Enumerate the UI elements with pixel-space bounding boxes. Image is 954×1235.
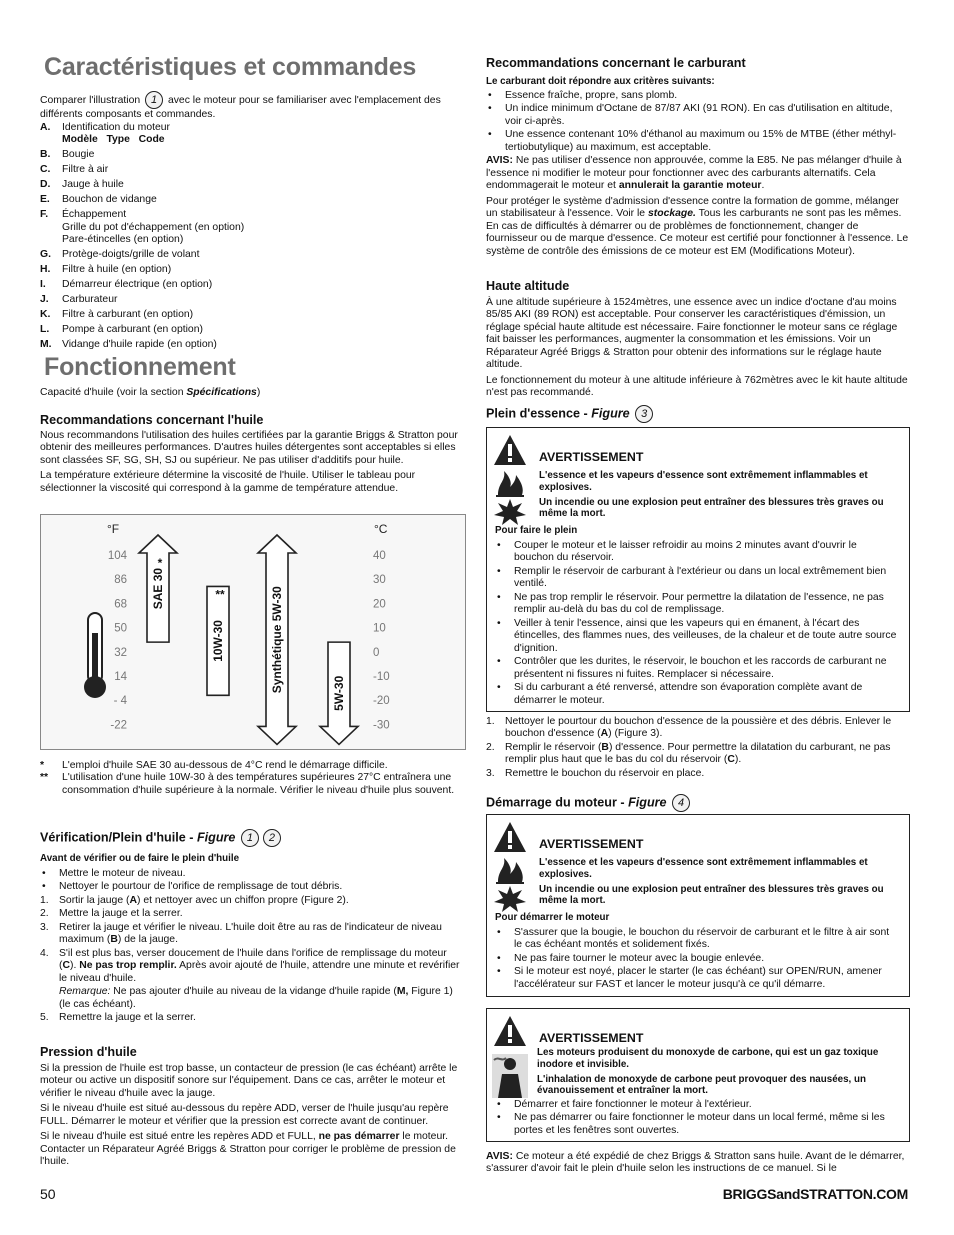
part-letter: D. (40, 179, 51, 191)
fill-bullet: • Couper le moteur et le laisser refroidir au moins 2 minutes avant d'ouvrir le bouchon du réservoir. (495, 540, 899, 565)
part-letter: A. (40, 122, 51, 133)
oil-check-steps (40, 895, 466, 1025)
part-item (40, 294, 466, 306)
figure-1-badge: 1 (145, 91, 163, 109)
start-warning-box (486, 814, 910, 997)
oil-chart-svg (41, 515, 465, 749)
page-number: 50 (40, 1186, 56, 1202)
warning-text: L'essence et les vapeurs d'essence sont extrêmement inflammables et explosives. Un incendie ou une explosion peut entraîner des blessures très graves ou même la mort. (539, 470, 884, 520)
part-sub: Modèle Type Code (62, 134, 165, 146)
part-name: Filtre à huile (en option) (62, 264, 172, 276)
warning-text: L'essence et les vapeurs d'essence sont extrêmement inflammables et explosives. Un incendie ou une explosion peut entraîner des blessures très graves ou même la mort. (539, 857, 884, 907)
start-bullet: • Ne pas faire tourner le moteur avec la bougie enlevée. (495, 953, 899, 965)
oil-check-step (40, 986, 466, 1011)
c-axis-label: °C (374, 522, 388, 536)
oil-check-bullet: • Mettre le moteur de niveau. (40, 868, 466, 880)
part-name: Jauge à huile (62, 179, 124, 191)
part-label (62, 194, 157, 206)
step-text: Remplir le réservoir (B) d'essence. Pour permettre la dilatation du carburant, ne pas remplir plus haut que le bas du col du réservoir (C). (505, 741, 891, 766)
part-name: Bougie (62, 149, 95, 161)
co-warning-box (486, 1008, 910, 1142)
fill-bullet: • Remplir le réservoir de carburant à l'extérieur ou dans un local extrêmement bien ventilé. (495, 566, 899, 591)
step-text: Remettre la jauge et la serrer. (59, 1012, 196, 1024)
altitude-heading: Haute altitude (486, 279, 570, 293)
oil-bar-label: 5W-30 (332, 675, 346, 711)
oil-check-step (40, 895, 466, 907)
oil-check-step (40, 922, 466, 947)
part-name: Carburateur (62, 294, 118, 306)
co-instructions (495, 1099, 899, 1138)
part-name: Identification du moteur (62, 122, 171, 133)
fire-icon (496, 858, 524, 884)
fill-steps (486, 716, 912, 781)
step-text: Remarque: Ne pas ajouter d'huile au niveau de la vidange d'huile rapide (M, Figure 1) (le cas échéant). (59, 986, 453, 1010)
step-text: Nettoyer le pourtour du bouchon d'essence de la poussière et des débris. Enlever le bouchon d'essence (A) (Figure 3). (505, 716, 892, 740)
part-label (62, 279, 212, 291)
fuel-bullet: • Une essence contenant 10% d'éthanol au maximum ou 15% de MTBE (éther méthyl-tertiobutylique) au maximum, est acceptable. (486, 129, 912, 154)
warning-label: AVERTISSEMENT (539, 450, 644, 464)
part-name: Échappement (62, 209, 127, 221)
footer-website: BRIGGSandSTRATTON.COM (722, 1186, 908, 1202)
part-item (40, 249, 466, 261)
fuel-warning-box (486, 427, 910, 712)
start-bullet: • Si le moteur est noyé, placer le starter (le cas échéant) sur OPEN/RUN, amener l'accélérateur sur FAST et lancer le moteur jusqu'à ce qu'il démarre. (495, 966, 899, 991)
title-fonctionnement: Fonctionnement (44, 353, 236, 381)
c-tick-label: 40 (373, 550, 386, 562)
oil-bar-label: SAE 30 (151, 567, 165, 610)
fill-instructions: Pour faire le plein • Couper le moteur et le laisser refroidir au moins 2 minutes avant d'ouvrir le bouchon du réservoir. • Remplir le réservoir de carburant à l'extérieur ou dans un local extrêmement bien ventilé. • Ne pas trop remplir le réservoir. Pour permettre la dilatation de l'essence, ne pas remplir au-delà du bas du col de remplissage. • Veiller à tenir l'essence, ainsi que les vapeurs qui en émanent, à l'écart des étincelles, des flammes nues, des veilleuses, de la chaleur et de toute autre source d'ignition. • Contrôler que les durites, le réservoir, le bouchon et les raccords de carburant ne présentent ni fissures ni fuites. Remplacer si nécessaire. • Si du carburant a été renversé, attendre son évaporation complète avant de démarrer le moteur. (495, 525, 899, 708)
part-letter: E. (40, 194, 50, 206)
part-item (40, 179, 466, 191)
part-item (40, 264, 466, 276)
oil-bar-sae-30 (139, 535, 177, 642)
c-tick-labels (373, 550, 390, 731)
oil-check-bullet: • Nettoyer le pourtour de l'orifice de remplissage de tout débris. (40, 881, 466, 893)
oil-bar-5w-30 (320, 642, 358, 744)
co-bullet: • Démarrer et faire fonctionner le moteur à l'extérieur. (495, 1099, 899, 1111)
oil-heading: Recommandations concernant l'huile (40, 413, 264, 427)
fuel-bullets (486, 90, 912, 154)
part-letter: H. (40, 264, 51, 276)
explosion-icon (494, 499, 526, 525)
c-tick-label: -10 (373, 671, 390, 683)
avis-oil: AVIS: Ce moteur a été expédié de chez Briggs & Stratton sans huile. Avant de le démarrer, s'assurer d'avoir fait le plein d'huile selon les instructions de ce manuel. Si le (486, 1151, 905, 1175)
part-subline: Grille du pot d'échappement (en option) (62, 221, 245, 233)
note-text: L'emploi d'huile SAE 30 au-dessous de 4°C rend le démarrage difficile. (62, 760, 388, 771)
step-number: 4. (40, 947, 49, 959)
fill-bullet: • Contrôler que les durites, le réservoir, le bouchon et les raccords de carburant ne présentent ni fissures ni fuites. Remplacer si nécessaire. (495, 656, 899, 681)
step-number: 5. (40, 1012, 49, 1024)
part-item (40, 164, 466, 176)
part-name: Bouchon de vidange (62, 194, 157, 206)
warning-label: AVERTISSEMENT (539, 837, 644, 851)
thermometer-icon (84, 613, 106, 698)
oil-paragraphs: Nous recommandons l'utilisation des huiles certifiées par la garantie Briggs & Stratton pour obtenir des meilleures performances. D'autres huiles détergentes sont acceptables si elles sont classées SF, SG, SH, SJ ou supérieur. Ne pas utiliser d'additifs pour huile. La température extérieure détermine la viscosité de l'huile. Utiliser le tableau pour sélectionner la viscosité qui correspond à la gamme de température attendue. (40, 430, 458, 494)
pressure-heading: Pression d'huile (40, 1045, 137, 1059)
warning-label: AVERTISSEMENT (539, 1031, 644, 1045)
oil-check-body: Avant de vérifier ou de faire le plein d'huile • Mettre le moteur de niveau. • Nettoyer le pourtour de l'orifice de remplissage de tout débris. 1. Sortir la jauge (A) et nettoyer avec un chiffon propre (Figure 2). 2. Mettre la jauge et la serrer. 3. Retirer la jauge et vérifier le niveau. L'huile doit être au ras de l'indicateur de niveau maximum (B) de la jauge. 4. S'il est plus bas, verser doucement de l'huile dans l'orifice de remplissage du moteur (C). Ne pas trop remplir. Après avoir ajouté de l'huile, attendre une minute et revérifier le niveau d'huile. Remarque: Ne pas ajouter d'huile au niveau de la vidange d'huile rapide (M, Figure 1) (le cas échéant). 5. Remettre la jauge et la serrer. (40, 853, 466, 1026)
alert-triangle-icon (494, 1016, 526, 1046)
part-item (40, 194, 466, 206)
oil-bar-mark: ** (215, 587, 225, 602)
fire-icon (496, 471, 524, 497)
f-tick-label: - 4 (113, 695, 127, 708)
part-subline: Pare-étincelles (en option) (62, 234, 184, 246)
fuel-heading: Recommandations concernant le carburant (486, 56, 746, 70)
part-label (62, 339, 217, 351)
f-tick-label: 104 (107, 550, 127, 562)
oil-check-step (40, 948, 466, 985)
f-tick-label: 68 (114, 598, 127, 611)
f-tick-labels (108, 550, 128, 731)
oil-check-step (40, 908, 466, 920)
co-bullets (495, 1099, 899, 1137)
note-mark: ** (40, 772, 49, 784)
part-label (62, 209, 244, 246)
fuel-bullet: • Essence fraîche, propre, sans plomb. (486, 90, 912, 102)
figure-3-badge: 3 (635, 405, 653, 423)
step-text: Remettre le bouchon du réservoir en place. (505, 767, 705, 779)
step-number: 1. (40, 894, 49, 906)
c-tick-label: 10 (373, 622, 386, 635)
c-tick-label: -20 (373, 695, 390, 708)
oil-check-heading: Vérification/Plein d'huile - Figure 1 2 (40, 829, 283, 847)
pressure-body: Si la pression de l'huile est trop basse, un contacteur de pression (le cas échéant) arrête le moteur ou active un dispositif sonore sur l'équipement. Dans ce cas, arrêter le moteur et vérifier le niveau d'huile avec la jauge. Si le niveau d'huile est situé au-dessous du repère ADD, verser de l'huile jusqu'au repère FULL. Démarrer le moteur et vérifier que la pression est correcte avant de continuer. Si le niveau d'huile est situé entre les repères ADD et FULL, ne pas démarrer le moteur. Contacter un Réparateur Agréé Briggs & Stratton pour corriger le problème de pression de l'huile. (40, 1063, 458, 1168)
part-letter: M. (40, 339, 52, 351)
f-tick-label: 32 (114, 646, 127, 659)
c-tick-label: 20 (373, 598, 386, 611)
warning-icons (492, 433, 528, 529)
fuel-bullet: • Un indice minimum d'Octane de 87/87 AKI (91 RON). En cas d'utilisation en altitude, voir ci-après. (486, 103, 912, 128)
oil-bar-label: 10W-30 (211, 620, 225, 662)
alert-triangle-icon (494, 435, 526, 465)
start-heading: Démarrage du moteur - Figure 4 (486, 794, 692, 812)
part-name: Pompe à carburant (en option) (62, 324, 203, 336)
part-label (62, 294, 117, 306)
f-tick-label: 14 (114, 671, 127, 683)
parts-list (40, 122, 466, 354)
part-label (62, 164, 108, 176)
step-text: Mettre la jauge et la serrer. (59, 908, 183, 920)
co-warning-text: Les moteurs produisent du monoxyde de carbone, qui est un gaz toxique inodore et invisible. L'inhalation de monoxyde de carbone peut provoquer des nausées, un évanouissement et entraîner la mort. (537, 1047, 879, 1097)
explosion-icon (494, 886, 526, 912)
figure-4-badge: 4 (672, 794, 690, 812)
step-text: S'il est plus bas, verser doucement de l'huile dans l'orifice de remplissage du moteur (C). Ne pas trop remplir. Après avoir ajouté de l'huile, attendre une minute et revérifier le niveau d'huile. (59, 947, 460, 984)
step-text: Sortir la jauge (A) et nettoyer avec un chiffon propre (Figure 2). (59, 894, 349, 906)
fuel-body: Le carburant doit répondre aux critères suivants: • Essence fraîche, propre, sans plomb. • Un indice minimum d'Octane de 87/87 AKI (91 RON). En cas d'utilisation en altitude, voir ci-après. • Une essence contenant 10% d'éthanol au maximum ou 15% de MTBE (éther méthyl-tertiobutylique) au maximum, est acceptable. AVIS: Ne pas utiliser d'essence non approuvée, comme la E85. Ne pas mélanger d'huile à l'essence ni modifier le moteur pour fonctionner avec des carburants alternatifs. Cela endommagerait le moteur et annulerait la garantie moteur. Pour protéger le système d'admission d'essence contre la formation de gomme, mélanger un stabilisateur à l'essence. Voir le stockage. Tous les carburants ne sont pas les mêmes. En cas de difficultés à démarrer ou de problèmes de fonctionnement, changer de fournisseur ou de marque d'essence. Ce moteur est certifié pour fonctionner à l'essence. Le système de contrôle des émissions de ce moteur est EM (Modifications Moteur). (486, 76, 912, 261)
fuel-stabilizer-paragraph: Pour protéger le système d'admission d'essence contre la formation de gomme, mélanger un stabilisateur à l'essence. Voir le stockage. Tous les carburants ne sont pas les mêmes. En cas de difficultés à démarrer ou de problèmes de fonctionnement, changer de fournisseur ou de marque d'essence. Ce moteur est certifié pour fonctionner à l'essence. Le système de contrôle des émissions de ce moteur est EM (Modifications Moteur). (486, 195, 909, 257)
part-letter: K. (40, 309, 51, 321)
fill-bullets (495, 540, 899, 707)
part-letter: B. (40, 149, 51, 161)
part-letter: J. (40, 294, 49, 306)
figure-1-badge: 1 (241, 829, 259, 847)
part-letter: F. (40, 209, 49, 221)
intro-paragraph: Comparer l'illustration 1 avec le moteur pour se familiariser avec l'emplacement des différents composants et commandes. (40, 91, 466, 124)
oil-bar-label: Synthétique 5W-30 (270, 586, 284, 694)
part-item (40, 209, 466, 246)
alert-triangle-icon (494, 822, 526, 852)
fill-bullet: • Si du carburant a été renversé, attendre son évaporation complète avant de démarrer le moteur. (495, 682, 899, 707)
start-bullet: • S'assurer que la bougie, le bouchon du réservoir de carburant et le filtre à air sont le cas échéant montés et solidement fixés. (495, 927, 899, 952)
note-text: L'utilisation d'une huile 10W-30 à des températures supérieures 27°C entraînera une consommation d'huile supérieure à la normale. Vérifier le niveau d'huile plus souvent. (62, 772, 455, 796)
part-label (62, 179, 124, 191)
altitude-body: À une altitude supérieure à 1524mètres, une essence avec un indice d'octane d'au moins 85/85 AKI (89 RON) est acceptable. Pour conserver les caractéristiques d'émission, un réglage spécial haute altitude est nécessaire. Faire fonctionner le moteur sans ce réglage fait baisser les performances, augmenter la consommation et les émissions. Voir un Réparateur Agréé Briggs & Stratton pour obtenir des informations sur le réglage haute altitude. Le fonctionnement du moteur à une altitude inférieure à 762mètres avec le kit haute altitude n'est pas recommandé. (486, 297, 908, 399)
part-name: Filtre à air (62, 164, 109, 176)
oil-capacity: Capacité d'huile (voir la section Spécifications) (40, 387, 261, 398)
part-item (40, 149, 466, 161)
step-number: 3. (40, 921, 49, 933)
part-item (40, 122, 466, 147)
part-name: Protège-doigts/grille de volant (62, 249, 200, 261)
avis-fuel: AVIS: Ne pas utiliser d'essence non approuvée, comme la E85. Ne pas mélanger d'huile à l'essence ni modifier le moteur pour fonctionner avec des carburants alternatifs. Cela endommagerait le moteur et annulerait la garantie moteur. (486, 155, 902, 192)
c-tick-label: -30 (373, 719, 390, 732)
part-name: Filtre à carburant (en option) (62, 309, 194, 321)
step-number: 1. (486, 716, 495, 727)
step-text: Retirer la jauge et vérifier le niveau. L'huile doit être au ras de l'indicateur de niveau maximum (B) de la jauge. (59, 921, 442, 946)
part-label (62, 324, 203, 336)
fill-step (486, 716, 912, 741)
note-mark: * (40, 760, 45, 771)
fill-bullet: • Veiller à tenir l'essence, ainsi que les vapeurs qui en émanent, à l'écart des étincelles, des flammes nues, des veilleuses, de la chaleur et de toute autre source d'ignition. (495, 618, 899, 655)
f-tick-label: -22 (110, 719, 127, 732)
f-axis-label: °F (107, 522, 120, 536)
chart-note (40, 760, 466, 772)
oil-bar-mark: * (157, 556, 163, 570)
oil-check-step (40, 1012, 466, 1024)
chart-notes (40, 760, 466, 797)
step-number: 2. (486, 741, 495, 753)
part-letter: L. (40, 324, 50, 336)
part-item (40, 309, 466, 321)
oil-bar-10w-30 (207, 586, 229, 695)
part-label (62, 149, 94, 161)
oil-bar-synth-tique-5w-30 (258, 535, 296, 744)
step-number: 2. (40, 908, 49, 920)
fill-heading: Plein d'essence - Figure 3 (486, 405, 655, 423)
part-label (62, 309, 193, 321)
part-name: Démarreur électrique (en option) (62, 279, 213, 291)
part-item (40, 339, 466, 351)
fill-step (486, 768, 912, 780)
fill-bullet: • Ne pas trop remplir le réservoir. Pour permettre la dilatation de l'essence, ne pas remplir au-delà du bas du col de remplissage. (495, 592, 899, 617)
part-item (40, 279, 466, 291)
oil-viscosity-chart (40, 514, 466, 750)
title-caracteristiques: Caractéristiques et commandes (44, 53, 417, 81)
person-gas-icon (492, 1054, 528, 1098)
part-item (40, 324, 466, 336)
c-tick-label: 30 (373, 574, 386, 587)
warning-icons (492, 820, 528, 916)
part-letter: G. (40, 249, 51, 261)
fill-step (486, 742, 912, 767)
co-bullet: • Ne pas démarrer ou faire fonctionner le moteur dans un local fermé, même si les portes et les fenêtres sont ouvertes. (495, 1112, 899, 1137)
part-name: Vidange d'huile rapide (en option) (62, 339, 217, 351)
start-bullets (495, 927, 899, 991)
step-number (40, 986, 59, 1011)
warning-icons (492, 1014, 528, 1102)
start-instructions: Pour démarrer le moteur • S'assurer que la bougie, le bouchon du réservoir de carburant et le filtre à air sont le cas échéant montés et solidement fixés. • Ne pas faire tourner le moteur avec la bougie enlevée. • Si le moteur est noyé, placer le starter (le cas échéant) sur OPEN/RUN, amener l'accélérateur sur FAST et lancer le moteur jusqu'à ce qu'il démarre. (495, 912, 899, 992)
f-tick-label: 86 (114, 574, 127, 587)
oil-check-bullets (40, 868, 466, 894)
part-letter: I. (40, 279, 46, 291)
chart-note (40, 772, 466, 797)
c-tick-label: 0 (373, 646, 380, 659)
part-label (62, 249, 199, 261)
oil-bars (139, 535, 358, 744)
part-label (62, 264, 171, 276)
step-number: 3. (486, 767, 495, 779)
part-letter: C. (40, 164, 51, 176)
figure-2-badge: 2 (263, 829, 281, 847)
f-tick-label: 50 (114, 622, 127, 635)
part-label (62, 122, 170, 147)
